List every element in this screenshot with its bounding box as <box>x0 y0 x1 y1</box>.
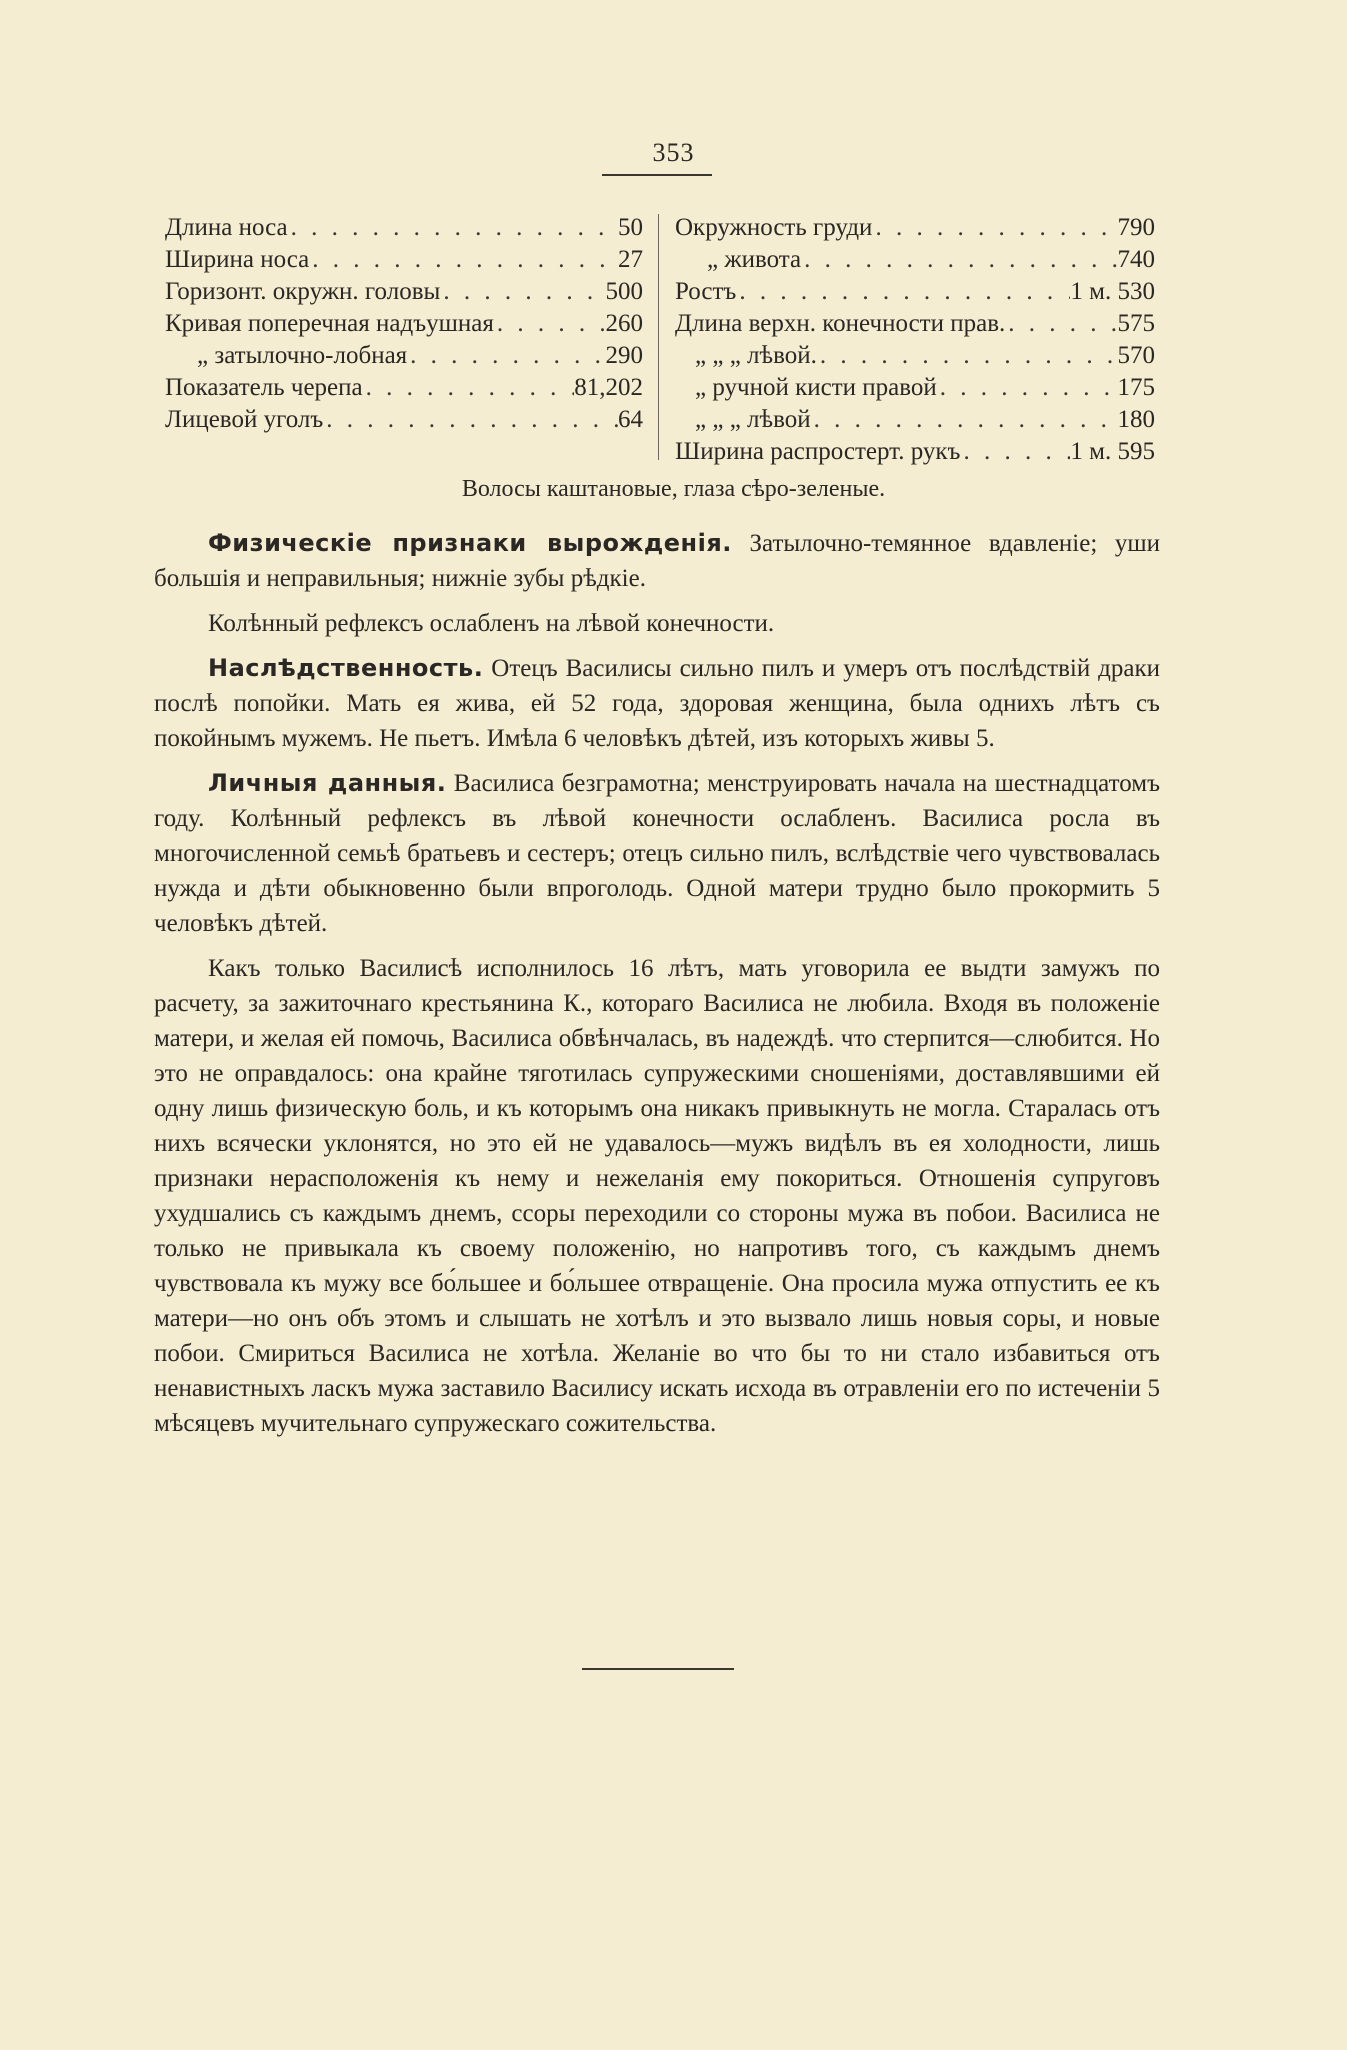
measurement-value: 50 <box>618 214 643 241</box>
leader-dots <box>872 212 1117 244</box>
footer-rule <box>582 1668 734 1670</box>
measurement-label: „ „ „ лѣвой. <box>695 342 817 369</box>
measurement-value: 740 <box>1117 246 1155 273</box>
measurement-value: 290 <box>605 342 643 369</box>
measurement-row <box>165 308 643 340</box>
measurement-row <box>165 404 643 436</box>
measurement-row <box>675 308 1155 340</box>
section-heading: Личныя данныя. <box>208 769 447 797</box>
measurement-label: Ширина распростерт. рукъ <box>675 438 961 465</box>
paragraph-text: Отецъ Василисы сильно пилъ и умеръ отъ послѣдствій драки послѣ попойки. Мать ея жива, ей 52 года, здоровая женщина, была однихъ лѣтъ съ покойнымъ мужемъ. Не пьетъ. Имѣла 6 человѣкъ дѣтей, изъ которыхъ живы 5. <box>154 655 1160 752</box>
measurement-row <box>165 340 643 372</box>
leader-dots <box>309 244 618 276</box>
measurement-label: „ ручной кисти правой <box>695 374 937 401</box>
measurement-value: 575 <box>1117 310 1155 337</box>
paragraph-text: Затылочно-темянное вдавленіе; уши большія и неправильныя; нижніе зубы рѣдкіе. <box>154 530 1160 592</box>
measurement-value: 64 <box>618 406 643 433</box>
leader-dots <box>960 436 1070 468</box>
leader-dots <box>937 372 1118 404</box>
leader-dots <box>817 340 1118 372</box>
measurement-label: „ „ „ лѣвой <box>695 406 811 433</box>
leader-dots <box>288 212 618 244</box>
section-heading: Физическіе признаки вырожденія. <box>208 529 732 557</box>
measurement-value: 180 <box>1117 406 1155 433</box>
leader-dots <box>440 276 605 308</box>
paragraph-text: Василиса безграмотна; менструировать начала на шестнадцатомъ году. Колѣнный рефлексъ въ лѣвой конечности ослабленъ. Василиса росла въ многочисленной семьѣ братьевъ и сестеръ; отецъ сильно пилъ, вслѣдствіе чего чувствовалась нужда и дѣти обыкновенно были впроголодь. Одной матери трудно было прокормить 5 человѣкъ дѣтей. <box>154 770 1160 937</box>
measurement-label: Длина верхн. конечности прав. <box>675 310 1006 337</box>
paragraph-text: Какъ только Василисѣ исполнилось 16 лѣтъ, мать уговорила ее выдти замужъ по расчету, за зажиточнаго крестьянина К., котораго Василиса не любила. Входя въ положеніе матери, и желая ей помочь, Василиса обвѣнчалась, въ надеждѣ. что стерпится—слюбится. Но это не оправдалось: она крайне тяготилась супружескими сношеніями, доставлявшими ей одну лишь физическую боль, и къ которымъ она никакъ привыкнуть не могла. Старалась отъ нихъ всячески уклонятся, но это ей не удавалось—мужъ видѣлъ въ ея холодности, лишь признаки нерасположенія къ нему и нежеланія ему покориться. Отношенія супруговъ ухудшались съ каждымъ днемъ, ссоры переходили со стороны мужа въ побои. Василиса не только не привыкала къ своему положенію, но напротивъ того, съ каждымъ днемъ чувствовала къ мужу все бо́льшее и бо́льшее отвращеніе. Она просила мужа отпустить ее къ матери—но онъ объ этомъ и слышать не хотѣлъ и это вызвало лишь новыя соры, и новые побои. Смириться Василиса не хотѣла. Желаніе во что бы то ни стало избавиться отъ ненавистныхъ ласкъ мужа заставило Василису искать исхода въ отравленіи его по истеченіи 5 мѣсяцевъ мучительнаго супружескаго сожительства. <box>154 955 1160 1437</box>
header-rule <box>602 174 712 176</box>
measurement-row <box>165 244 643 276</box>
paragraph <box>154 526 1160 596</box>
page-number: 353 <box>652 138 695 167</box>
measurement-value: 260 <box>605 310 643 337</box>
hair-eyes-note: Волосы каштановые, глаза сѣро-зеленые. <box>461 476 886 502</box>
measurements-right-column <box>675 212 1155 468</box>
measurement-value: 1 м. 595 <box>1070 438 1155 465</box>
measurement-label: Показатель черепа <box>165 374 363 401</box>
measurement-value: 175 <box>1117 374 1155 401</box>
section-heading: Наслѣдственность. <box>208 654 484 682</box>
measurement-value: 500 <box>605 278 643 305</box>
leader-dots <box>407 340 605 372</box>
measurement-label: „ живота <box>707 246 802 273</box>
measurement-label: „ затылочно-лобная <box>197 342 408 369</box>
measurement-label: Ростъ <box>675 278 737 305</box>
measurement-row <box>675 212 1155 244</box>
measurement-row <box>165 372 643 404</box>
measurement-label: Ширина носа <box>165 246 310 273</box>
measurement-value: 570 <box>1117 342 1155 369</box>
measurement-value: 27 <box>618 246 643 273</box>
measurement-value: 1 м. 530 <box>1070 278 1155 305</box>
paragraph <box>154 651 1160 756</box>
measurement-value: 790 <box>1117 214 1155 241</box>
measurement-row <box>675 340 1155 372</box>
paragraph <box>154 951 1160 1441</box>
leader-dots <box>811 404 1118 436</box>
measurement-value: 81,202 <box>574 374 643 401</box>
body-text <box>154 526 1160 1451</box>
measurement-label: Горизонт. окружн. головы <box>165 278 441 305</box>
measurement-label: Лицевой уголъ <box>165 406 324 433</box>
leader-dots <box>363 372 575 404</box>
leader-dots <box>1005 308 1117 340</box>
measurements-left-column <box>165 212 643 436</box>
measurement-row <box>165 276 643 308</box>
measurement-row <box>675 244 1155 276</box>
measurement-label: Длина носа <box>165 214 288 241</box>
paragraph <box>154 766 1160 941</box>
leader-dots <box>494 308 606 340</box>
measurement-label: Окружность груди <box>675 214 873 241</box>
leader-dots <box>736 276 1070 308</box>
leader-dots <box>323 404 618 436</box>
paragraph <box>154 606 1160 641</box>
column-divider <box>658 214 659 460</box>
leader-dots <box>801 244 1117 276</box>
measurement-row <box>675 436 1155 468</box>
measurement-label: Кривая поперечная надъушная <box>165 310 494 337</box>
paragraph-text: Колѣнный рефлексъ ослабленъ на лѣвой конечности. <box>208 610 775 637</box>
measurement-row <box>675 276 1155 308</box>
measurement-row <box>165 212 643 244</box>
measurement-row <box>675 372 1155 404</box>
measurement-row <box>675 404 1155 436</box>
